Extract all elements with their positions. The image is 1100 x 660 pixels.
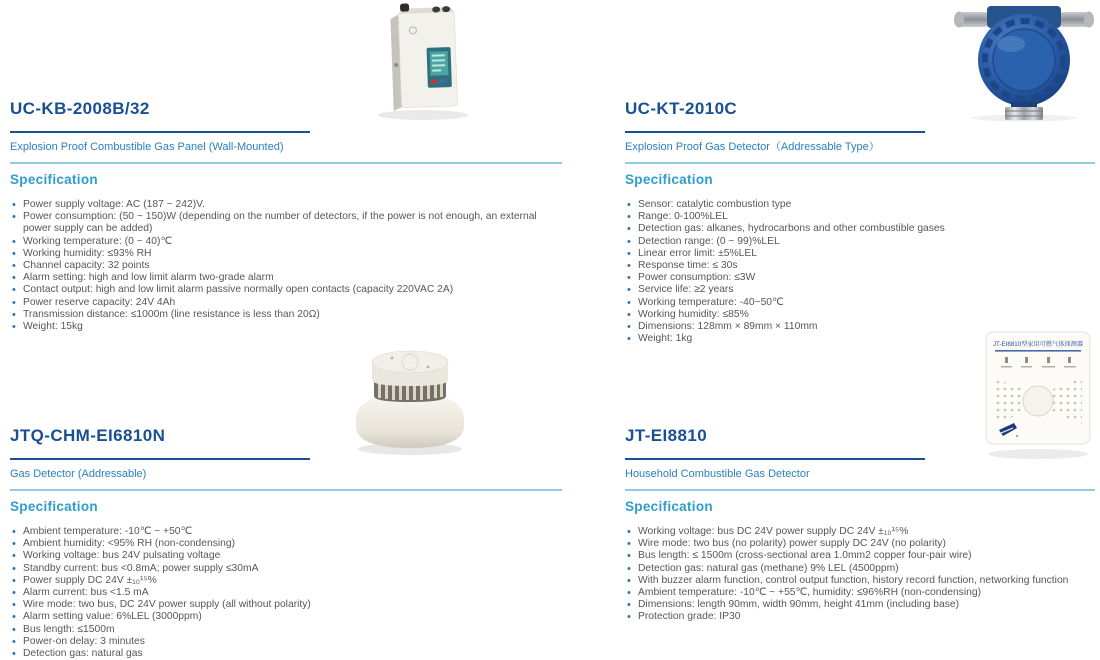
spec-item: • Working temperature: (0 ~ 40)℃: [12, 236, 562, 248]
spec-item: • Alarm setting value: 6%LEL (3000ppm): [12, 611, 562, 623]
product-section-uc-kb-2008b: [10, 88, 562, 333]
spec-item: • Weight: 1kg: [627, 333, 1095, 345]
spec-item: • Alarm current: bus <1.5 mA: [12, 587, 562, 599]
model-underline: [625, 458, 925, 460]
spec-item: • Ambient temperature: -10℃ ~ +55℃, humidity: ≤96%RH (non-condensing): [627, 587, 1095, 599]
section-divider: [10, 489, 562, 491]
wall-panel-illustration: [372, 2, 474, 124]
product-subtitle: Explosion Proof Gas Detector（Addressable Type）: [625, 140, 880, 153]
spec-item: • Ambient humidity: <95% RH (non-condensing): [12, 538, 562, 550]
spec-item: • Detection range: (0 ~ 99)%LEL: [627, 236, 1095, 248]
specification-heading: Specification: [625, 171, 713, 187]
spec-item: • Bus length: ≤ 1500m (cross-sectional area 1.0mm2 copper four-pair wire): [627, 550, 1095, 562]
product-image-explosion-proof-detector: [953, 0, 1095, 127]
spec-item: • Power consumption: ≤3W: [627, 272, 1095, 284]
spec-item: • Power supply voltage: AC (187 ~ 242)V.: [12, 199, 562, 211]
model-underline: [10, 131, 310, 133]
spec-item: • Bus length: ≤1500m: [12, 624, 562, 636]
spec-item: • Power consumption: (50 ~ 150)W (depending on the number of detectors, if the power is not enough, an external power supply can be added): [12, 211, 562, 235]
spec-item: • Channel capacity: 32 points: [12, 260, 562, 272]
product-model-title: UC-KT-2010C: [625, 99, 738, 119]
spec-item: • Range: 0-100%LEL: [627, 211, 1095, 223]
round-detector-illustration: [350, 346, 470, 458]
product-model-title: JTQ-CHM-EI6810N: [10, 426, 166, 446]
spec-item: • Response time: ≤ 30s: [627, 260, 1095, 272]
section-divider: [625, 162, 1095, 164]
spec-item: • Detection gas: natural gas: [12, 648, 562, 660]
section-divider: [625, 489, 1095, 491]
product-model-title: JT-EI8810: [625, 426, 708, 446]
spec-item: • Ambient temperature: -10℃ ~ +50℃: [12, 526, 562, 538]
product-image-household-detector: [981, 330, 1095, 467]
spec-item: • Dimensions: length 90mm, width 90mm, height 41mm (including base): [627, 599, 1095, 611]
spec-item: • Contact output: high and low limit alarm passive normally open contacts (capacity 220VAC 2A): [12, 284, 562, 296]
spec-item: • Linear error limit: ±5%LEL: [627, 248, 1095, 260]
spec-item: • Wire mode: two bus, DC 24V power supply (all without polarity): [12, 599, 562, 611]
spec-item: • Working humidity: ≤93% RH: [12, 248, 562, 260]
spec-item: • Sensor: catalytic combustion type: [627, 199, 1095, 211]
spec-item: • With buzzer alarm function, control output function, history record function, networking function: [627, 575, 1095, 587]
section-divider: [10, 162, 562, 164]
spec-item: • Working voltage: bus 24V pulsating voltage: [12, 550, 562, 562]
product-model-title: UC-KB-2008B/32: [10, 99, 150, 119]
spec-item: • Detection gas: alkanes, hydrocarbons and other combustible gases: [627, 223, 1095, 235]
spec-item: • Transmission distance: ≤1000m (line resistance is less than 20Ω): [12, 309, 562, 321]
spec-item: • Working voltage: bus DC 24V power supply DC 24V ±₁₀¹⁵%: [627, 526, 1095, 538]
spec-item: • Protection grade: IP30: [627, 611, 1095, 623]
product-section-jtq-chm-ei6810n: [10, 415, 562, 660]
spec-item: • Power reserve capacity: 24V 4Ah: [12, 297, 562, 309]
spec-item: • Weight: 15kg: [12, 321, 562, 333]
household-detector-illustration: [981, 330, 1095, 462]
spec-item: • Detection gas: natural gas (methane) 9% LEL (4500ppm): [627, 563, 1095, 575]
product-subtitle: Explosion Proof Combustible Gas Panel (Wall-Mounted): [10, 140, 284, 153]
spec-item: • Wire mode: two bus (no polarity) power supply DC 24V (no polarity): [627, 538, 1095, 550]
spec-item: • Standby current: bus <0.8mA; power supply ≤30mA: [12, 563, 562, 575]
spec-item: • Service life: ≥2 years: [627, 284, 1095, 296]
specification-heading: Specification: [10, 498, 98, 514]
spec-list: [627, 526, 1095, 624]
model-underline: [625, 131, 925, 133]
spec-item: • Power-on delay: 3 minutes: [12, 636, 562, 648]
spec-item: • Working humidity: ≤85%: [627, 309, 1095, 321]
specification-heading: Specification: [10, 171, 98, 187]
spec-list: [627, 199, 1095, 345]
spec-list: [12, 526, 562, 660]
product-image-gas-panel: [372, 2, 474, 129]
spec-list: [12, 199, 562, 333]
spec-item: • Dimensions: 128mm × 89mm × 110mm: [627, 321, 1095, 333]
product-image-round-gas-detector: [350, 346, 470, 463]
blue-detector-illustration: [953, 0, 1095, 122]
model-underline: [10, 458, 310, 460]
detector-faceplate-label: JT-EI8810型家用可燃气体探测器: [992, 341, 1084, 348]
product-subtitle: Household Combustible Gas Detector: [625, 467, 810, 480]
specification-heading: Specification: [625, 498, 713, 514]
spec-item: • Power supply DC 24V ±₁₀¹⁵%: [12, 575, 562, 587]
product-subtitle: Gas Detector (Addressable): [10, 467, 147, 480]
spec-item: • Working temperature: -40~50℃: [627, 297, 1095, 309]
spec-item: • Alarm setting: high and low limit alarm two-grade alarm: [12, 272, 562, 284]
